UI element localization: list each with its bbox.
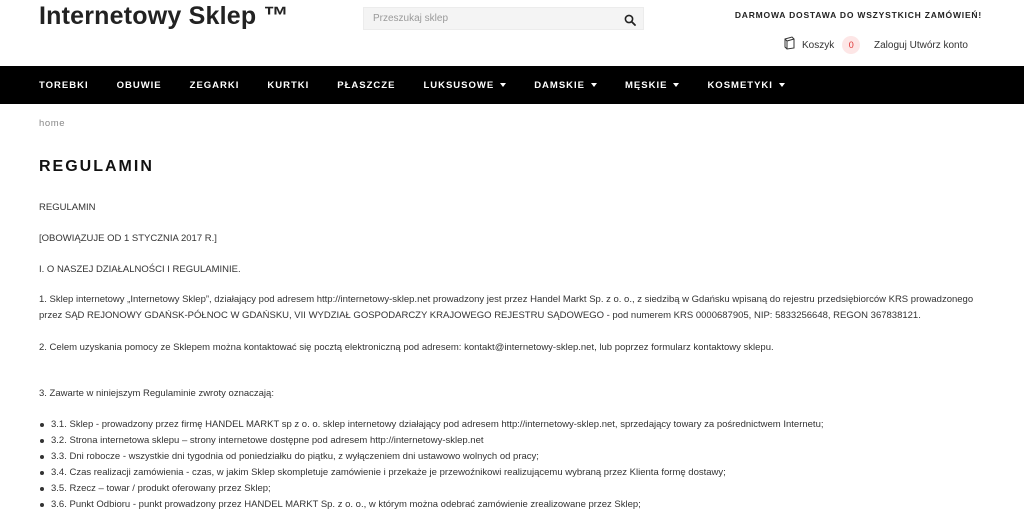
list-item: 3.4. Czas realizacji zamówienia - czas, w jakim Sklep skompletuje zamówienie i przekaże je przewoźnikowi realizującemu wybraną przez Klienta formę dostawy; xyxy=(39,465,824,481)
nav-item-damskie[interactable] xyxy=(534,80,597,91)
search-input[interactable] xyxy=(364,8,614,29)
list-item: 3.3. Dni robocze - wszystkie dni tygodnia od poniedziałku do piątku, z wyłączeniem dni ustawowo wolnych od pracy; xyxy=(39,449,824,465)
nav-label: TOREBKI xyxy=(39,79,89,91)
nav-item-zegarki[interactable] xyxy=(190,80,240,91)
nav-item-luksusowe[interactable] xyxy=(423,80,506,91)
nav-label: KOSMETYKI xyxy=(707,79,773,91)
chevron-down-icon xyxy=(500,83,506,87)
content-paragraph: 1. Sklep internetowy „Internetowy Sklep”, działający pod adresem http://internetowy-sklep.net prowadzony jest przez Handel Markt Sp. z o. o., z siedzibą w Gdańsku wpisaną do rejestru przedsiębiorców KRS prowadzonego przez SĄD REJONOWY GDAŃSK-PÓŁNOC W GDAŃSKU, VII WYDZIAŁ GOSPODARCZY KRAJOWEGO REJESTRU SĄDOWEGO - pod numerem KRS 0000687905, NIP: 5833256648, REGON 367838121. xyxy=(39,294,974,321)
nav-item-kurtki[interactable] xyxy=(267,80,309,91)
login-link[interactable]: Zaloguj xyxy=(874,40,907,51)
cart-label: Koszyk xyxy=(802,39,835,51)
main-navigation xyxy=(0,66,1024,104)
search-box xyxy=(363,7,644,30)
chevron-down-icon xyxy=(673,83,679,87)
nav-label: DAMSKIE xyxy=(534,79,585,91)
cart-button[interactable] xyxy=(783,36,860,54)
list-item: 3.2. Strona internetowa sklepu – strony internetowe dostępne pod adresem http://internetowy-sklep.net xyxy=(39,433,824,449)
nav-item-meskie[interactable] xyxy=(625,80,679,91)
nav-label: OBUWIE xyxy=(116,79,162,91)
nav-label: PŁASZCZE xyxy=(337,79,396,91)
nav-label: KURTKI xyxy=(267,79,310,91)
search-icon[interactable] xyxy=(624,13,636,25)
list-item: 3.5. Rzecz – towar / produkt oferowany przez Sklep; xyxy=(39,481,824,497)
content-paragraph: [OBOWIĄZUJE OD 1 STYCZNIA 2017 R.] xyxy=(39,233,217,244)
content-paragraph: 3. Zawarte w niniejszym Regulaminie zwroty oznaczają: xyxy=(39,388,274,399)
list-item: 3.1. Sklep - prowadzony przez firmę HANDEL MARKT sp z o. o. sklep internetowy działający pod adresem http://internetowy-sklep.net, sprzedający towary za pośrednictwem Internetu; xyxy=(39,417,824,433)
content-paragraph: I. O NASZEJ DZIAŁALNOŚCI I REGULAMINIE. xyxy=(39,264,241,275)
breadcrumb[interactable]: home xyxy=(39,118,66,129)
cart-count-badge: 0 xyxy=(842,36,860,54)
nav-item-kosmetyki[interactable] xyxy=(707,80,784,91)
site-logo[interactable]: Internetowy Sklep ™ xyxy=(39,2,289,30)
free-shipping-banner: DARMOWA DOSTAWA DO WSZYSTKICH ZAMÓWIEŃ! xyxy=(734,10,982,20)
content-paragraph: 2. Celem uzyskania pomocy ze Sklepem można kontaktować się pocztą elektroniczną pod adresem: kontakt@internetowy-sklep.net, lub poprzez formularz kontaktowy sklepu. xyxy=(39,342,774,353)
nav-label: ZEGARKI xyxy=(189,79,240,91)
list-item: 3.6. Punkt Odbioru - punkt prowadzony przez HANDEL MARKT Sp. z o. o., w którym można odebrać zamówienie zrealizowane przez Sklep; xyxy=(39,497,824,513)
nav-item-plaszcze[interactable] xyxy=(337,80,395,91)
nav-label: LUKSUSOWE xyxy=(423,79,495,91)
chevron-down-icon xyxy=(591,83,597,87)
definitions-list xyxy=(39,417,824,513)
site-header xyxy=(0,0,1024,66)
register-link[interactable]: Utwórz konto xyxy=(909,40,968,51)
page-title: REGULAMIN xyxy=(39,158,154,175)
account-links xyxy=(874,40,968,51)
chevron-down-icon xyxy=(779,83,785,87)
nav-label: MĘSKIE xyxy=(625,79,668,91)
content-paragraph: REGULAMIN xyxy=(39,202,96,213)
nav-item-torebki[interactable] xyxy=(39,80,89,91)
shopping-bag-icon xyxy=(783,35,796,55)
nav-item-obuwie[interactable] xyxy=(117,80,162,91)
